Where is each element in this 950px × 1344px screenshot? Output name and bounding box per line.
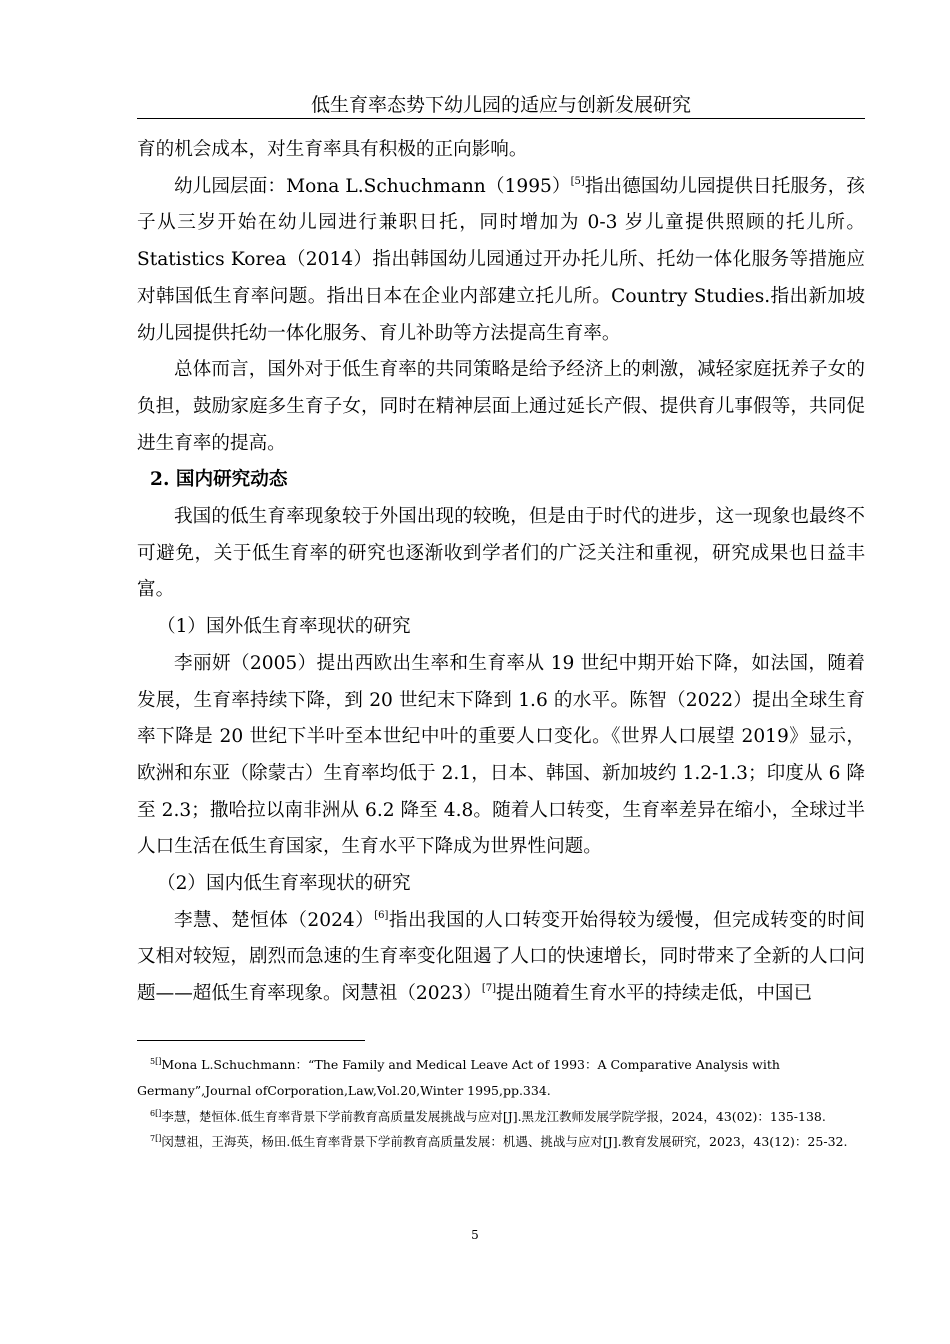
- subheading-foreign-status: （1）国外低生育率现状的研究: [157, 616, 411, 638]
- subheading-domestic-status: （2）国内低生育率现状的研究: [157, 873, 411, 895]
- paragraph-kindergarten-level: [137, 169, 865, 353]
- footnotes: [137, 1052, 865, 1155]
- paragraph-domestic-intro: 我国的低生育率现象较于外国出现的较晚，但是由于时代的进步，这一现象也最终不可避免，关于低生育率的研究也逐渐收到学者们的广泛关注和重视，研究成果也日益丰富。: [137, 506, 865, 601]
- header-rule: [137, 118, 865, 119]
- footnote-7: [137, 1129, 865, 1155]
- footnote-text: 闵慧祖，王海英，杨田.低生育率背景下学前教育高质量发展：机遇、挑战与应对[J].教育发展研究，2023，43(12)：25-32.: [161, 1134, 848, 1150]
- citation-ref-6[interactable]: [6]: [374, 909, 389, 921]
- paragraph-summary: 总体而言，国外对于低生育率的共同策略是给予经济上的刺激，减轻家庭抚养子女的负担，鼓励家庭多生育子女，同时在精神层面上通过延长产假、提供育儿事假等，共同促进生育率的提高。: [137, 359, 865, 454]
- footnote-mark: 7[]: [150, 1134, 162, 1144]
- footnote-mark: 6[]: [150, 1108, 162, 1118]
- page-number: 5: [471, 1228, 479, 1242]
- text-run: 李慧、楚恒体（2024）: [174, 909, 375, 931]
- paragraph-continuation: 育的机会成本，对生育率具有积极的正向影响。: [137, 139, 528, 160]
- text-run: 提出随着生育水平的持续走低，中国已: [496, 983, 813, 1005]
- footnote-mark: 5[]: [150, 1057, 162, 1066]
- citation-ref-7[interactable]: [7]: [481, 983, 496, 995]
- footnote-rule: [137, 1040, 365, 1041]
- paragraph-foreign-status: 李丽妍（2005）提出西欧出生率和生育率从 19 世纪中期开始下降，如法国，随着发展，生育率持续下降，到 20 世纪末下降到 1.6 的水平。陈智（2022）提出全球生育率下降是 20 世纪下半叶至本世纪中叶的重要人口变化。《世界人口展望 2019》显示，欧洲和东亚（除蒙古）生育率均低于 2.1，日本、韩国、新加坡约 1.2-1.3；印度从 6 降至 2.3；撒哈拉以南非洲从 6.2 降至 4.8。随着人口转变，生育率差异在缩小，全球过半人口生活在低生育国家，生育水平下降成为世界性问题。: [137, 652, 865, 858]
- footnote-5: [137, 1052, 865, 1104]
- citation-ref-5[interactable]: [5]: [570, 175, 585, 187]
- text-run: 指出德国幼儿园提供日托服务，孩子从三岁开始在幼儿园进行兼职日托，同时增加为 0-3 岁儿童提供照顾的托儿所。Statistics Korea（2014）指出韩国幼儿园通过开办托儿所、托幼一体化服务等措施应对韩国低生育率问题。指出日本在企业内部建立托儿所。Country Studies.指出新加坡幼儿园提供托幼一体化服务、育儿补助等方法提高生育率。: [137, 175, 865, 344]
- footnote-text: 李慧，楚恒体.低生育率背景下学前教育高质量发展挑战与应对[J].黑龙江教师发展学院学报，2024，43(02)：135-138.: [161, 1108, 826, 1124]
- text-run: 幼儿园层面：Mona L.Schuchmann（1995）: [174, 175, 571, 197]
- section-heading-domestic: 2. 国内研究动态: [150, 469, 288, 491]
- footnote-6: [137, 1104, 865, 1130]
- footnote-text: Mona L.Schuchmann：“The Family and Medical Leave Act of 1993：A Comparative Analysis with Germany”,Journal ofCorporation,Law,Vol.20,Winter 1995,pp.334.: [137, 1057, 780, 1098]
- paragraph-domestic-status: [137, 903, 865, 1013]
- body-text: [137, 132, 865, 1013]
- running-header: 低生育率态势下幼儿园的适应与创新发展研究: [310, 94, 691, 116]
- text-run: 指出我国的人口转变开始得较为缓慢，但完成转变的时间又相对较短，剧烈而急速的生育率变化阻遏了人口的快速增长，同时带来了全新的人口问题——超低生育率现象。闵慧祖（2023）: [137, 909, 865, 1005]
